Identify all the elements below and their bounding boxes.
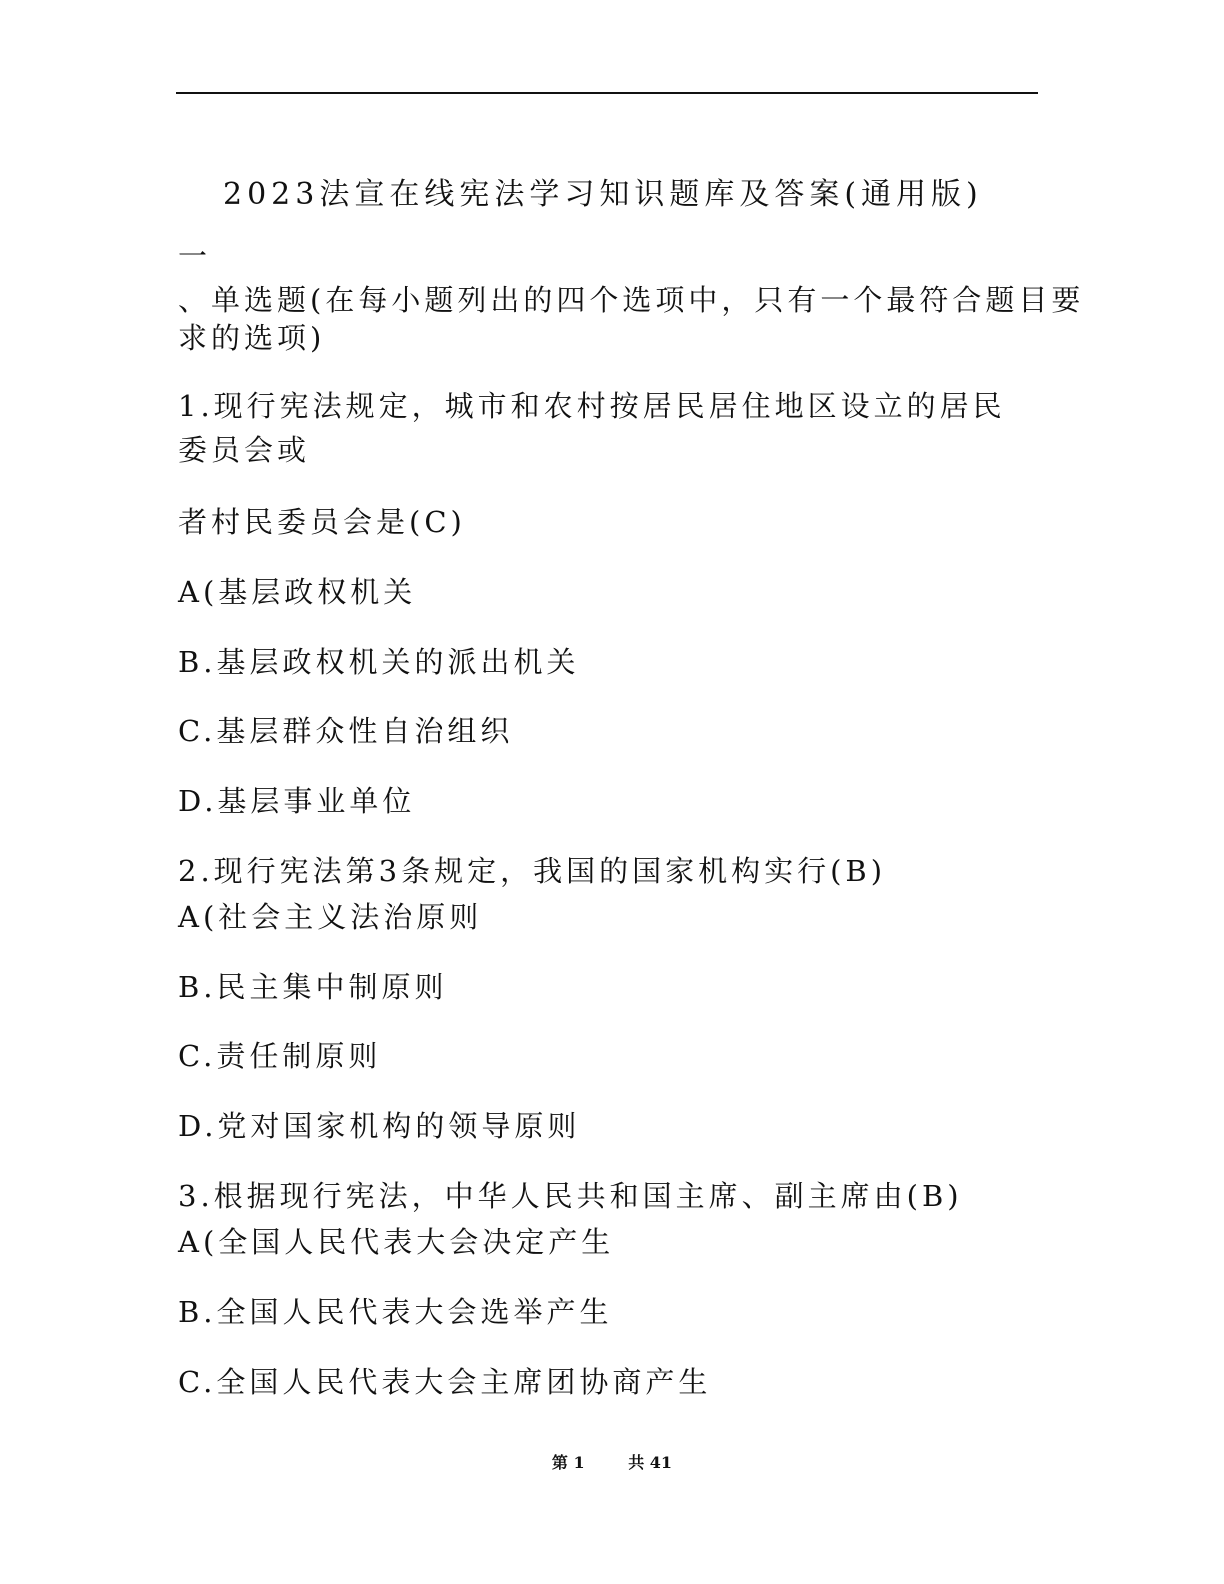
question-2-option-d: D.党对国家机构的领导原则: [178, 1109, 581, 1143]
section-heading-line-1: 、单选题(在每小题列出的四个选项中，只有一个最符合题目要: [178, 283, 1085, 317]
section-marker: 一: [178, 239, 212, 273]
question-1-option-c: C.基层群众性自治组织: [178, 714, 514, 748]
question-1-stem-line-1: 1.现行宪法规定，城市和农村按居民居住地区设立的居民: [178, 389, 1006, 423]
question-3-stem: 3.根据现行宪法，中华人民共和国主席、副主席由(B): [178, 1179, 963, 1213]
document-title: 2023法宣在线宪法学习知识题库及答案(通用版): [223, 177, 983, 212]
question-3-option-a: A(全国人民代表大会决定产生: [178, 1225, 615, 1259]
section-heading-line-2: 求的选项): [178, 321, 326, 355]
page-number-total: 共 41: [628, 1453, 673, 1472]
page-footer: [0, 1450, 1224, 1473]
question-2-stem: 2.现行宪法第3条规定，我国的国家机构实行(B): [178, 854, 887, 888]
question-1-stem-line-3: 者村民委员会是(C): [178, 505, 466, 539]
question-3-option-c: C.全国人民代表大会主席团协商产生: [178, 1365, 712, 1399]
question-1-option-d: D.基层事业单位: [178, 784, 416, 818]
question-2-option-c: C.责任制原则: [178, 1039, 382, 1073]
header-rule: [176, 92, 1038, 94]
question-1-option-b: B.基层政权机关的派出机关: [178, 645, 580, 679]
question-1-option-a: A(基层政权机关: [178, 575, 417, 609]
page-number-current: 第 1: [551, 1453, 585, 1472]
question-3-option-b: B.全国人民代表大会选举产生: [178, 1295, 613, 1329]
question-1-stem-line-2: 委员会或: [178, 433, 311, 467]
question-2-option-b: B.民主集中制原则: [178, 970, 448, 1004]
question-2-option-a: A(社会主义法治原则: [178, 900, 483, 934]
